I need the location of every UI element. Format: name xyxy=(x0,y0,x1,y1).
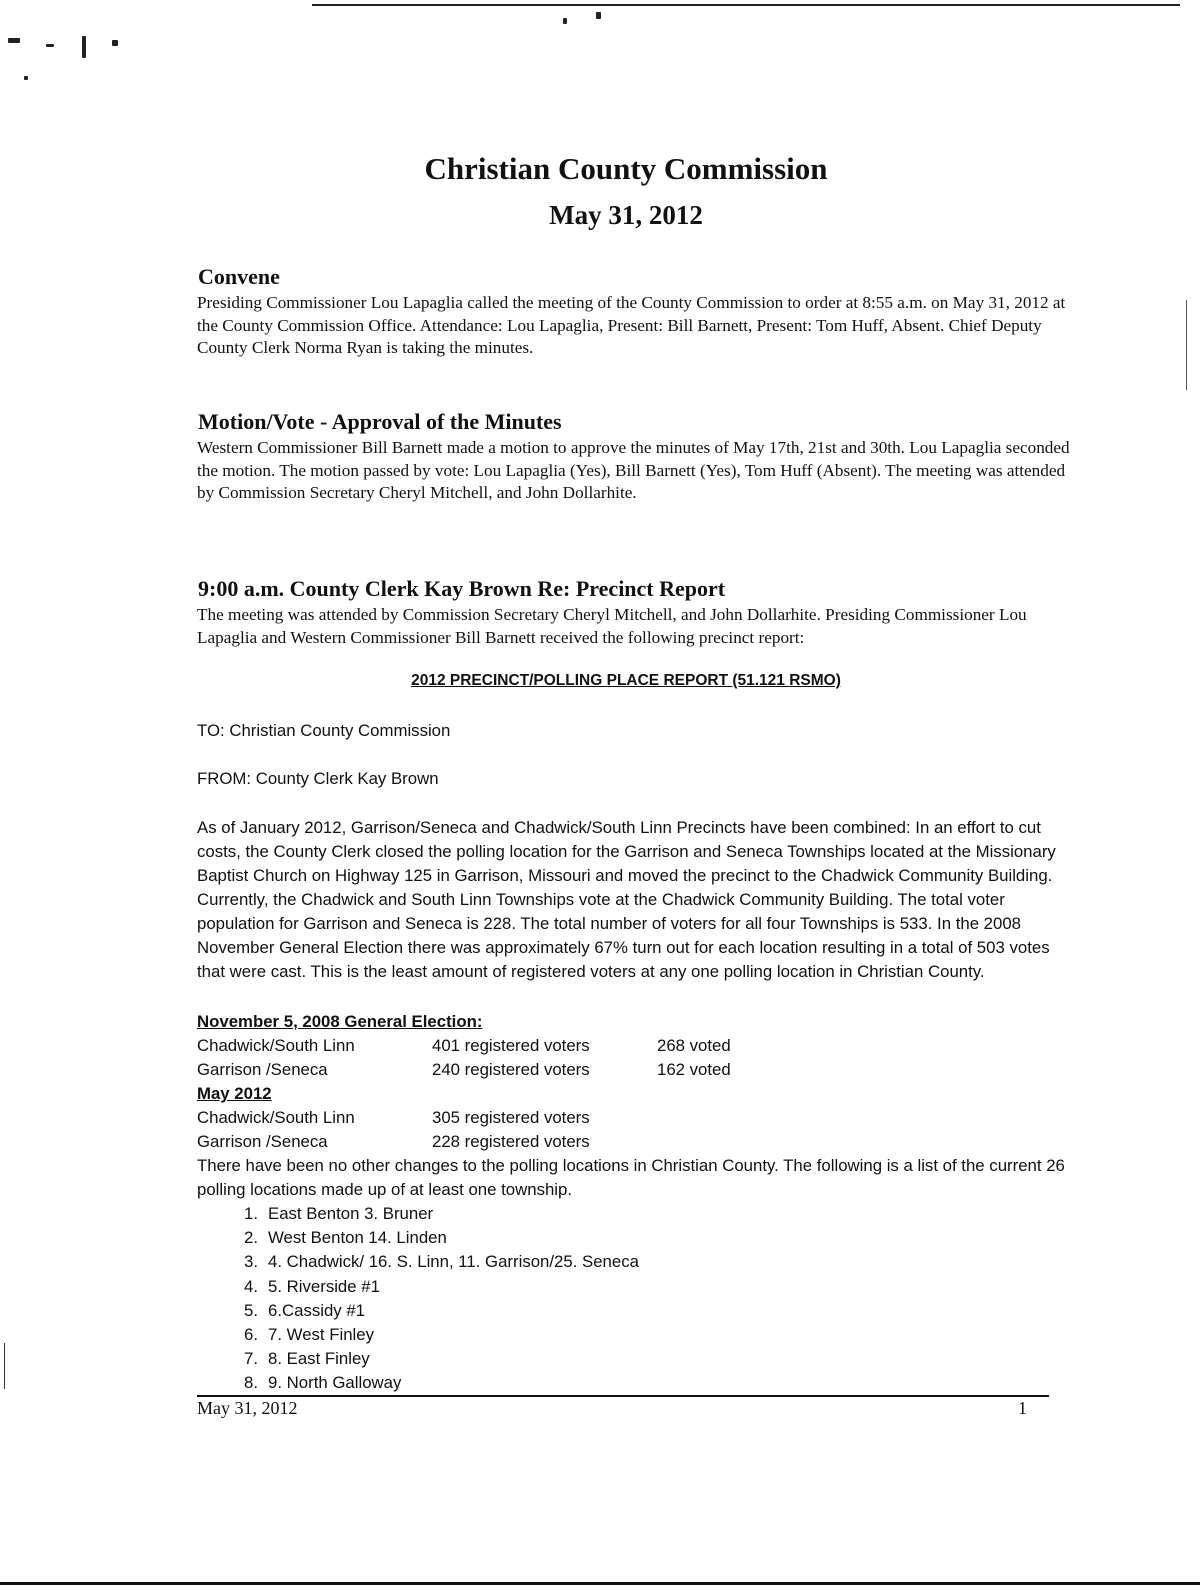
list-text: 6.Cassidy #1 xyxy=(268,1300,366,1320)
scan-right-mark xyxy=(1186,300,1187,390)
scan-speck xyxy=(596,12,601,19)
scan-speck xyxy=(8,38,20,43)
precinct-name: Chadwick/South Linn xyxy=(197,1036,355,1055)
registered-voters: 305 registered voters xyxy=(432,1108,590,1127)
precinct-name: Garrison /Seneca xyxy=(197,1132,328,1151)
list-number: 7. xyxy=(244,1349,258,1369)
list-text: 7. West Finley xyxy=(268,1324,375,1344)
section-text-precinct: The meeting was attended by Commission Secretary Cheryl Mitchell, and John Dollarhite. Presiding Commissioner Lou Lapaglia and Western Commissioner Bill Barnett received the following precinct report: xyxy=(197,605,1027,647)
registered-voters: 228 registered voters xyxy=(432,1132,590,1151)
scan-speck xyxy=(46,44,54,47)
list-number: 5. xyxy=(244,1300,258,1320)
list-number: 1. xyxy=(244,1204,258,1223)
registered-voters: 240 registered voters xyxy=(432,1060,590,1079)
section-heading-convene: Convene xyxy=(198,264,280,289)
list-number: 4. xyxy=(244,1276,258,1296)
scan-speck xyxy=(24,76,28,80)
list-text: 8. East Finley xyxy=(268,1349,370,1369)
scan-speck xyxy=(112,40,118,46)
section-text-minutes: Western Commissioner Bill Barnett made a motion to approve the minutes of May 17th, 21st and 30th. Lou Lapaglia seconded the motion. The motion passed by vote: Lou Lapaglia (Yes), Bill Barnett (Yes), Tom Huff (Absent). The meeting was attended by Commission Secretary Cheryl Mitchell, and John Dollarhite. xyxy=(197,438,1070,502)
list-number: 6. xyxy=(244,1324,258,1344)
section-heading-precinct: 9:00 a.m. County Clerk Kay Brown Re: Precinct Report xyxy=(198,576,726,601)
votes-cast: 268 voted xyxy=(657,1036,731,1055)
report-to: TO: Christian County Commission xyxy=(197,721,451,740)
scan-speck xyxy=(82,36,86,58)
votes-cast: 162 voted xyxy=(657,1060,731,1079)
list-number: 2. xyxy=(244,1228,258,1248)
list-text: West Benton 14. Linden xyxy=(268,1228,447,1248)
footer-date: May 31, 2012 xyxy=(197,1398,298,1418)
list-text: 5. Riverside #1 xyxy=(268,1276,380,1296)
report-title: 2012 PRECINCT/POLLING PLACE REPORT (51.121 RSMO) xyxy=(411,672,841,689)
precinct-name: Chadwick/South Linn xyxy=(197,1108,355,1127)
list-number: 8. xyxy=(244,1373,258,1393)
scan-speck xyxy=(563,18,567,24)
report-from: FROM: County Clerk Kay Brown xyxy=(197,769,439,788)
scan-left-mark xyxy=(4,1343,5,1389)
report-closing: There have been no other changes to the polling locations in Christian County. The following is a list of the current 26 polling locations made up of at least one township. xyxy=(197,1156,1065,1199)
list-number: 3. xyxy=(244,1252,258,1272)
page-date: May 31, 2012 xyxy=(549,200,703,230)
registered-voters: 401 registered voters xyxy=(432,1036,590,1055)
precinct-name: Garrison /Seneca xyxy=(197,1060,328,1079)
may-2012-heading: May 2012 xyxy=(197,1084,272,1103)
list-text: East Benton 3. Bruner xyxy=(268,1204,434,1223)
election-2008-heading: November 5, 2008 General Election: xyxy=(197,1012,483,1031)
list-text: 4. Chadwick/ 16. S. Linn, 11. Garrison/25. Seneca xyxy=(268,1252,639,1272)
section-text-convene: Presiding Commissioner Lou Lapaglia called the meeting of the County Commission to order at 8:55 a.m. on May 31, 2012 at the County Commission Office. Attendance: Lou Lapaglia, Present: Bill Barnett, Present: Tom Huff, Absent. Chief Deputy County Clerk Norma Ryan is taking the minutes. xyxy=(197,293,1066,357)
section-heading-minutes: Motion/Vote - Approval of the Minutes xyxy=(198,409,562,434)
report-body: As of January 2012, Garrison/Seneca and Chadwick/South Linn Precincts have been combined: In an effort to cut costs, the County Clerk closed the polling location for the Garrison and Seneca Townships located at the Missionary Baptist Church on Highway 125 in Garrison, Missouri and moved the precinct to the Chadwick Community Building. Currently, the Chadwick and South Linn Townships vote at the Chadwick Community Building. The total voter population for Garrison and Seneca is 228. The total number of voters for all four Townships is 533. In the 2008 November General Election there was approximately 67% turn out for each location resulting in a total of 503 votes that were cast. This is the least amount of registered voters at any one polling location in Christian County. xyxy=(197,818,1056,981)
scan-top-line xyxy=(312,4,1180,6)
scan-bottom-line xyxy=(0,1582,1200,1585)
page-title: Christian County Commission xyxy=(424,151,828,186)
list-text: 9. North Galloway xyxy=(268,1373,402,1393)
footer-rule xyxy=(197,1395,1049,1397)
page-number: 1 xyxy=(1018,1398,1027,1418)
